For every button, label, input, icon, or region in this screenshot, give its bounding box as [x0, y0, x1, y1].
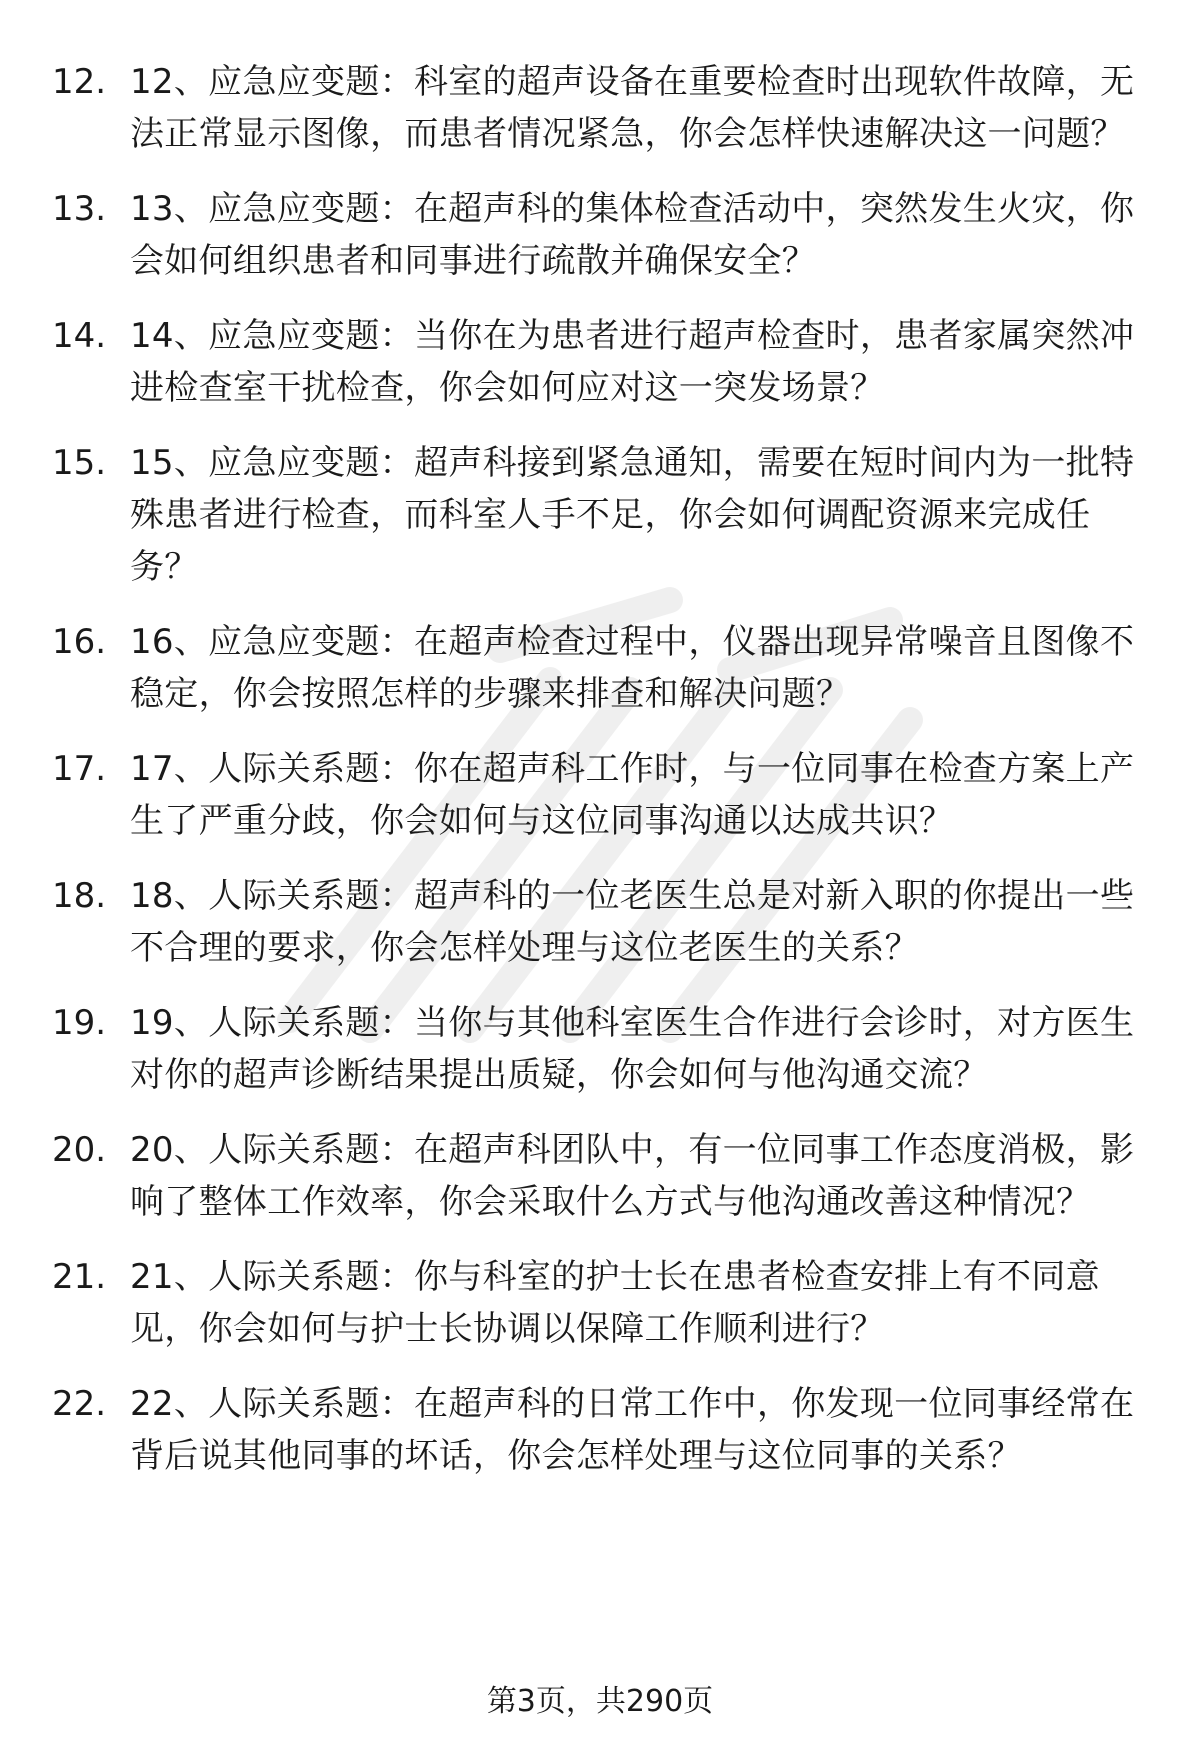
question-text: 16、应急应变题：在超声检查过程中，仪器出现异常噪音且图像不稳定，你会按照怎样的步骤来排查和解决问题？ — [130, 622, 1135, 714]
question-number: 20. — [52, 1130, 107, 1170]
question-item-14 — [52, 310, 1152, 414]
question-text: 17、人际关系题：你在超声科工作时，与一位同事在检查方案上产生了严重分歧，你会如何与这位同事沟通以达成共识？ — [130, 749, 1135, 841]
question-number: 18. — [52, 876, 107, 916]
question-list — [52, 56, 1152, 1482]
question-item-18 — [52, 870, 1152, 974]
question-text: 19、人际关系题：当你与其他科室医生合作进行会诊时，对方医生对你的超声诊断结果提出质疑，你会如何与他沟通交流？ — [130, 1003, 1135, 1095]
question-item-12 — [52, 56, 1152, 160]
question-item-19 — [52, 997, 1152, 1101]
question-text: 14、应急应变题：当你在为患者进行超声检查时，患者家属突然冲进检查室干扰检查，你会如何应对这一突发场景？ — [130, 316, 1135, 408]
question-number: 14. — [52, 316, 107, 356]
question-item-16 — [52, 616, 1152, 720]
question-number: 12. — [52, 62, 107, 102]
question-number: 16. — [52, 622, 107, 662]
question-number: 15. — [52, 443, 107, 483]
question-text: 12、应急应变题：科室的超声设备在重要检查时出现软件故障，无法正常显示图像，而患者情况紧急，你会怎样快速解决这一问题？ — [130, 62, 1135, 154]
question-item-13 — [52, 183, 1152, 287]
question-text: 22、人际关系题：在超声科的日常工作中，你发现一位同事经常在背后说其他同事的坏话，你会怎样处理与这位同事的关系？ — [130, 1384, 1135, 1476]
question-text: 13、应急应变题：在超声科的集体检查活动中，突然发生火灾，你会如何组织患者和同事进行疏散并确保安全？ — [130, 189, 1135, 281]
question-number: 22. — [52, 1384, 107, 1424]
question-item-22 — [52, 1378, 1152, 1482]
question-item-17 — [52, 743, 1152, 847]
question-text: 20、人际关系题：在超声科团队中，有一位同事工作态度消极，影响了整体工作效率，你会采取什么方式与他沟通改善这种情况？ — [130, 1130, 1135, 1222]
question-number: 21. — [52, 1257, 107, 1297]
question-number: 17. — [52, 749, 107, 789]
question-number: 19. — [52, 1003, 107, 1043]
question-item-20 — [52, 1124, 1152, 1228]
question-item-15 — [52, 437, 1152, 593]
question-number: 13. — [52, 189, 107, 229]
question-text: 21、人际关系题：你与科室的护士长在患者检查安排上有不同意见，你会如何与护士长协调以保障工作顺利进行？ — [130, 1257, 1100, 1349]
question-item-21 — [52, 1251, 1152, 1355]
page-number-footer: 第3页，共290页 — [486, 1684, 714, 1719]
question-text: 18、人际关系题：超声科的一位老医生总是对新入职的你提出一些不合理的要求，你会怎样处理与这位老医生的关系？ — [130, 876, 1135, 968]
question-text: 15、应急应变题：超声科接到紧急通知，需要在短时间内为一批特殊患者进行检查，而科室人手不足，你会如何调配资源来完成任务？ — [130, 443, 1135, 587]
